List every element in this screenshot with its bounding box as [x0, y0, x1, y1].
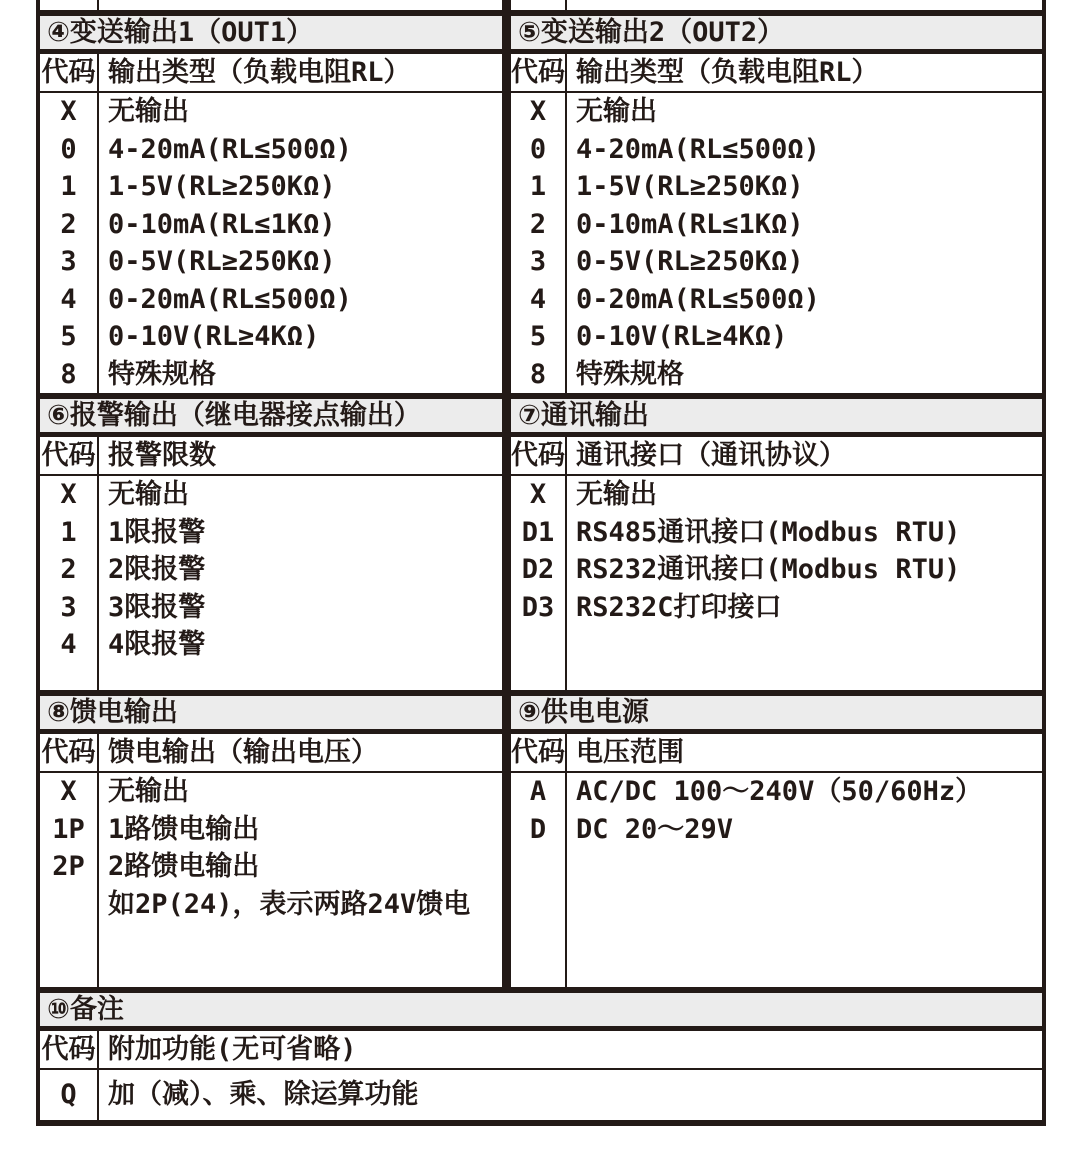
desc-cell: 无输出	[108, 96, 189, 127]
partial-code-cell	[511, 0, 567, 10]
code-cell: 1	[60, 171, 77, 202]
desc-cell: 0-10mA(RL≤1KΩ)	[576, 208, 804, 240]
section-title: ⑤变送输出2（OUT2）	[511, 16, 1042, 54]
desc-cell: 0-20mA(RL≤500Ω)	[108, 283, 352, 315]
partial-code-cell	[40, 0, 99, 10]
code-cell: 1	[60, 516, 77, 548]
previous-table-partial-row	[40, 0, 1042, 16]
desc-cell: 0-5V(RL≥250KΩ)	[576, 246, 804, 277]
desc-cell: 无输出	[576, 96, 657, 127]
code-cell: X	[60, 96, 77, 127]
code-cell: 2P	[52, 851, 85, 882]
code-cell: 8	[60, 358, 77, 390]
code-cell: X	[60, 479, 77, 510]
section-power-supply	[511, 696, 1042, 987]
section-remarks	[40, 993, 1042, 1120]
section-title: ④变送输出1（OUT1）	[40, 16, 502, 54]
code-cell: 3	[60, 591, 77, 623]
code-cell: X	[60, 776, 77, 807]
code-cell: 2	[529, 208, 547, 240]
desc-column-header: 输出类型（负载电阻RL）	[99, 54, 502, 93]
code-cell: 5	[60, 321, 77, 352]
desc-cell: 1-5V(RL≥250KΩ)	[576, 171, 804, 202]
desc-cell: 0-10V(RL≥4KΩ)	[576, 321, 788, 352]
code-cell: A	[529, 776, 547, 807]
code-cell: Q	[60, 1079, 77, 1110]
desc-cell: 0-5V(RL≥250KΩ)	[108, 246, 336, 277]
code-cell: 5	[529, 321, 547, 352]
code-cell: D3	[521, 591, 555, 623]
desc-cell: 0-20mA(RL≤500Ω)	[576, 283, 820, 315]
code-cell: 0	[529, 133, 547, 165]
code-cell: 2	[60, 554, 77, 585]
desc-cell: 4限报警	[108, 629, 206, 660]
desc-cell: 1路馈电输出	[108, 813, 260, 845]
band-feed-power	[40, 696, 1042, 993]
code-cell: X	[529, 479, 547, 510]
code-cell: 4	[529, 283, 547, 315]
desc-cell: 无输出	[108, 776, 189, 807]
section-comm-output	[511, 399, 1042, 690]
code-column-header: 代码	[511, 734, 565, 773]
code-cell: 1P	[52, 813, 85, 845]
desc-cell: DC 20～29V	[576, 813, 734, 845]
desc-cell: 如2P(24)，表示两路24V馈电	[108, 888, 471, 920]
desc-cell: 2限报警	[108, 554, 206, 585]
code-cell: D2	[521, 554, 555, 585]
desc-column-header: 馈电输出（输出电压）	[99, 734, 502, 773]
band-remarks	[40, 993, 1042, 1120]
desc-column-header: 输出类型（负载电阻RL）	[567, 54, 1042, 93]
desc-cell: 0-10V(RL≥4KΩ)	[108, 321, 320, 352]
code-column-header: 代码	[511, 54, 565, 93]
desc-cell: RS232C打印接口	[576, 591, 782, 623]
desc-cell: 4-20mA(RL≤500Ω)	[576, 133, 820, 165]
desc-cell: 0-10mA(RL≤1KΩ)	[108, 208, 336, 240]
code-cell: D	[529, 813, 547, 845]
code-cell: 3	[60, 246, 77, 277]
desc-cell: 特殊规格	[108, 358, 216, 390]
desc-cell: 无输出	[576, 479, 657, 510]
section-title: ⑧馈电输出	[40, 696, 502, 734]
band-out1-out2	[40, 16, 1042, 399]
section-title: ⑩备注	[40, 993, 1042, 1031]
code-cell: 2	[60, 208, 77, 240]
desc-cell: RS232通讯接口(Modbus RTU)	[576, 554, 961, 585]
section-title: ⑨供电电源	[511, 696, 1042, 734]
code-cell: 4	[60, 629, 77, 660]
desc-cell: AC/DC 100～240V（50/60Hz）	[576, 776, 983, 807]
desc-cell: 2路馈电输出	[108, 851, 260, 882]
section-feed-output	[40, 696, 511, 987]
desc-cell: 特殊规格	[576, 358, 684, 390]
desc-column-header: 通讯接口（通讯协议）	[567, 437, 1042, 476]
code-cell: 3	[529, 246, 547, 277]
desc-cell: 1-5V(RL≥250KΩ)	[108, 171, 336, 202]
code-cell: 0	[60, 133, 77, 165]
code-column-header: 代码	[40, 734, 97, 773]
section-title: ⑦通讯输出	[511, 399, 1042, 437]
desc-cell: RS485通讯接口(Modbus RTU)	[576, 516, 961, 548]
desc-column-header: 报警限数	[99, 437, 502, 476]
code-cell: 1	[529, 171, 547, 202]
code-column-header: 代码	[40, 54, 97, 93]
desc-cell: 加（减）、乘、除运算功能	[108, 1079, 419, 1110]
desc-cell: 无输出	[108, 479, 189, 510]
code-column-header: 代码	[40, 1031, 97, 1070]
desc-column-header: 附加功能(无可省略)	[99, 1031, 1042, 1070]
section-out2	[511, 16, 1042, 393]
code-cell: X	[529, 96, 547, 127]
desc-cell: 1限报警	[108, 516, 206, 548]
ordering-code-table	[36, 0, 1046, 1126]
section-title: ⑥报警输出（继电器接点输出）	[40, 399, 502, 437]
desc-column-header: 电压范围	[567, 734, 1042, 773]
code-column-header: 代码	[511, 437, 565, 476]
band-alarm-comm	[40, 399, 1042, 696]
code-cell: 8	[529, 358, 547, 390]
code-cell: D1	[521, 516, 555, 548]
desc-cell: 3限报警	[108, 591, 206, 623]
code-cell	[40, 886, 97, 924]
code-cell: 4	[60, 283, 77, 315]
section-out1	[40, 16, 511, 393]
desc-cell: 4-20mA(RL≤500Ω)	[108, 133, 352, 165]
section-alarm-output	[40, 399, 511, 690]
code-column-header: 代码	[40, 437, 97, 476]
